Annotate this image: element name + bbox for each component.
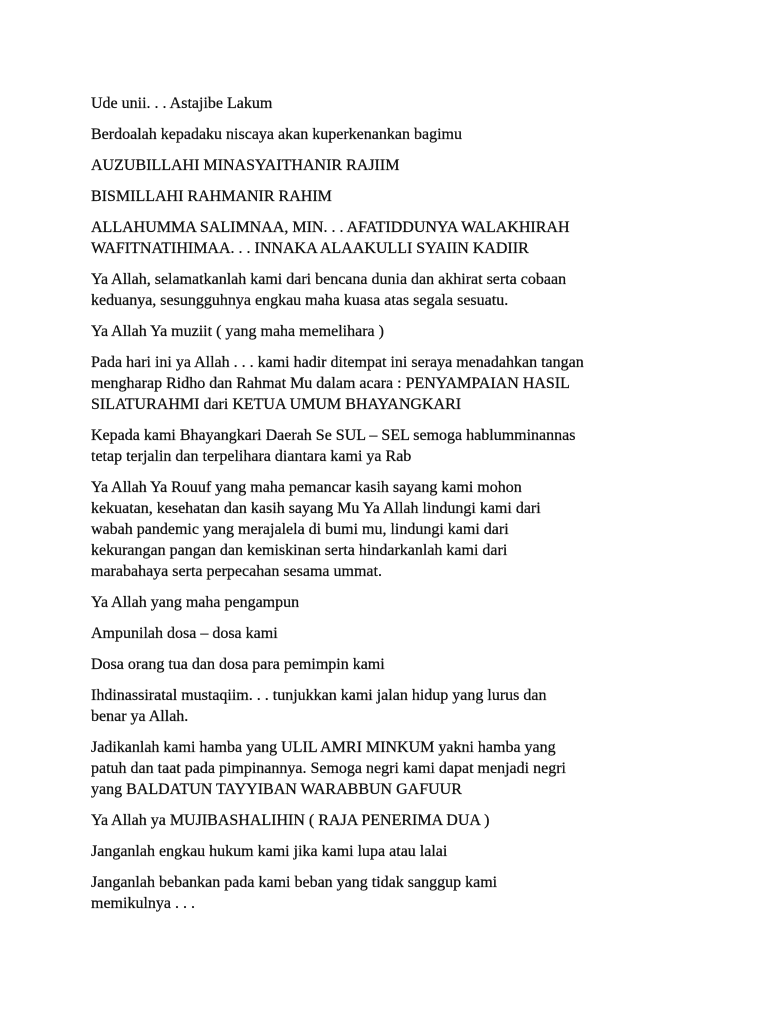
text-line: Ampunilah dosa – dosa kami bbox=[91, 625, 278, 642]
text-line: Jadikanlah kami hamba yang ULIL AMRI MINKUM yakni hamba yang bbox=[91, 739, 556, 756]
paragraph bbox=[91, 217, 688, 259]
paragraph bbox=[91, 425, 688, 467]
paragraph bbox=[91, 623, 688, 644]
text-line: BISMILLAHI RAHMANIR RAHIM bbox=[91, 188, 332, 205]
text-line: ALLAHUMMA SALIMNAA, MIN. . . AFATIDDUNYA WALAKHIRAH bbox=[91, 219, 570, 236]
document-body bbox=[91, 93, 688, 914]
text-line: Ya Allah, selamatkanlah kami dari bencana dunia dan akhirat serta cobaan bbox=[91, 271, 567, 288]
paragraph bbox=[91, 155, 688, 176]
paragraph bbox=[91, 810, 688, 831]
paragraph bbox=[91, 352, 688, 415]
paragraph bbox=[91, 654, 688, 675]
text-line: AUZUBILLAHI MINASYAITHANIR RAJIIM bbox=[91, 157, 400, 174]
text-line: SILATURAHMI dari KETUA UMUM BHAYANGKARI bbox=[91, 396, 462, 413]
paragraph bbox=[91, 685, 688, 727]
text-line: Pada hari ini ya Allah . . . kami hadir ditempat ini seraya menadahkan tangan bbox=[91, 354, 584, 371]
paragraph bbox=[91, 321, 688, 342]
text-line: tetap terjalin dan terpelihara diantara kami ya Rab bbox=[91, 448, 412, 465]
text-line: benar ya Allah. bbox=[91, 708, 189, 725]
text-line: Janganlah engkau hukum kami jika kami lupa atau lalai bbox=[91, 843, 448, 860]
text-line: Ya Allah Ya muziit ( yang maha memelihara ) bbox=[91, 323, 384, 340]
text-line: kekuatan, kesehatan dan kasih sayang Mu Ya Allah lindungi kami dari bbox=[91, 500, 541, 517]
text-line: WAFITNATIHIMAA. . . INNAKA ALAAKULLI SYAIIN KADIIR bbox=[91, 240, 529, 257]
text-line: Ude unii. . . Astajibe Lakum bbox=[91, 95, 273, 112]
text-line: memikulnya . . . bbox=[91, 895, 195, 912]
text-line: Janganlah bebankan pada kami beban yang tidak sanggup kami bbox=[91, 874, 498, 891]
text-line: kekurangan pangan dan kemiskinan serta hindarkanlah kami dari bbox=[91, 542, 508, 559]
paragraph bbox=[91, 477, 688, 582]
text-line: Ihdinassiratal mustaqiim. . . tunjukkan kami jalan hidup yang lurus dan bbox=[91, 687, 547, 704]
paragraph bbox=[91, 186, 688, 207]
text-line: Dosa orang tua dan dosa para pemimpin kami bbox=[91, 656, 385, 673]
paragraph bbox=[91, 269, 688, 311]
text-line: Ya Allah yang maha pengampun bbox=[91, 594, 300, 611]
text-line: Kepada kami Bhayangkari Daerah Se SUL – SEL semoga hablumminannas bbox=[91, 427, 576, 444]
text-line: wabah pandemic yang merajalela di bumi mu, lindungi kami dari bbox=[91, 521, 509, 538]
paragraph bbox=[91, 872, 688, 914]
text-line: patuh dan taat pada pimpinannya. Semoga negri kami dapat menjadi negri bbox=[91, 760, 566, 777]
text-line: keduanya, sesungguhnya engkau maha kuasa atas segala sesuatu. bbox=[91, 292, 509, 309]
paragraph bbox=[91, 93, 688, 114]
paragraph bbox=[91, 841, 688, 862]
text-line: mengharap Ridho dan Rahmat Mu dalam acara : PENYAMPAIAN HASIL bbox=[91, 375, 570, 392]
text-line: yang BALDATUN TAYYIBAN WARABBUN GAFUUR bbox=[91, 781, 462, 798]
paragraph bbox=[91, 737, 688, 800]
text-line: Berdoalah kepadaku niscaya akan kuperkenankan bagimu bbox=[91, 126, 462, 143]
paragraph bbox=[91, 592, 688, 613]
text-line: Ya Allah ya MUJIBASHALIHIN ( RAJA PENERIMA DUA ) bbox=[91, 812, 490, 829]
text-line: marabahaya serta perpecahan sesama ummat. bbox=[91, 563, 382, 580]
text-line: Ya Allah Ya Rouuf yang maha pemancar kasih sayang kami mohon bbox=[91, 479, 522, 496]
paragraph bbox=[91, 124, 688, 145]
